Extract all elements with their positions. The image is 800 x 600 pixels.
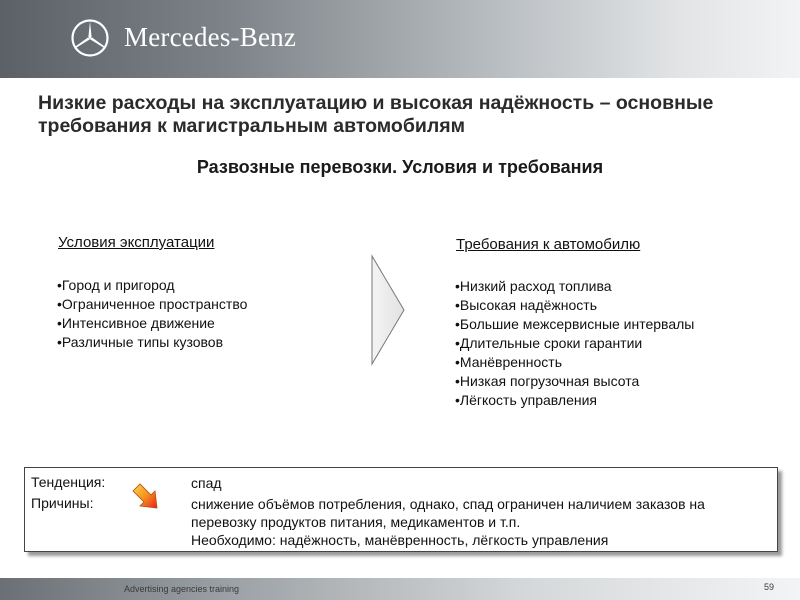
trend-label: Тенденция: xyxy=(31,474,106,490)
list-item: • Длительные сроки гарантии xyxy=(455,334,694,353)
reasons-value: снижение объёмов потребления, однако, спад ограничен наличием заказов на перевозку продуктов питания, медикаментов и т.п. xyxy=(191,496,705,530)
list-item: • Большие межсервисные интервалы xyxy=(455,315,694,334)
necessity-text: Необходимо: надёжность, манёвренность, лёгкость управления xyxy=(191,532,609,548)
slide-subtitle: Развозные перевозки. Условия и требования xyxy=(196,157,604,177)
operating-conditions-heading: Условия эксплуатации xyxy=(58,234,215,251)
chevron-arrow-icon xyxy=(370,254,406,366)
list-item: • Лёгкость управления xyxy=(455,391,694,410)
reasons-label: Причины: xyxy=(31,495,94,511)
trend-value: спад xyxy=(191,475,222,491)
orange-arrow-icon xyxy=(129,480,163,514)
list-item: • Ограниченное пространство xyxy=(57,295,247,314)
vehicle-requirements-list xyxy=(455,277,694,410)
list-item: • Низкий расход топлива xyxy=(455,277,694,296)
vehicle-requirements-heading: Требования к автомобилю xyxy=(456,236,641,253)
brand-name: Mercedes-Benz xyxy=(124,22,297,52)
list-item: • Город и пригород xyxy=(57,276,247,295)
header-bar xyxy=(0,0,800,78)
list-item: • Манёвренность xyxy=(455,353,694,372)
list-item: • Высокая надёжность xyxy=(455,296,694,315)
list-item: • Интенсивное движение xyxy=(57,314,247,333)
slide-title: Низкие расходы на эксплуатацию и высокая надёжность – основные требования к магистральным автомобилям xyxy=(38,92,714,137)
list-item: • Различные типы кузовов xyxy=(57,333,247,352)
footer-text: Advertising agencies training xyxy=(124,584,240,594)
list-item: • Низкая погрузочная высота xyxy=(455,372,694,391)
operating-conditions-list xyxy=(57,276,247,352)
mercedes-star-icon xyxy=(70,18,110,58)
footer-bar xyxy=(0,578,800,600)
page-number: 59 xyxy=(764,582,775,592)
summary-box xyxy=(24,467,778,552)
